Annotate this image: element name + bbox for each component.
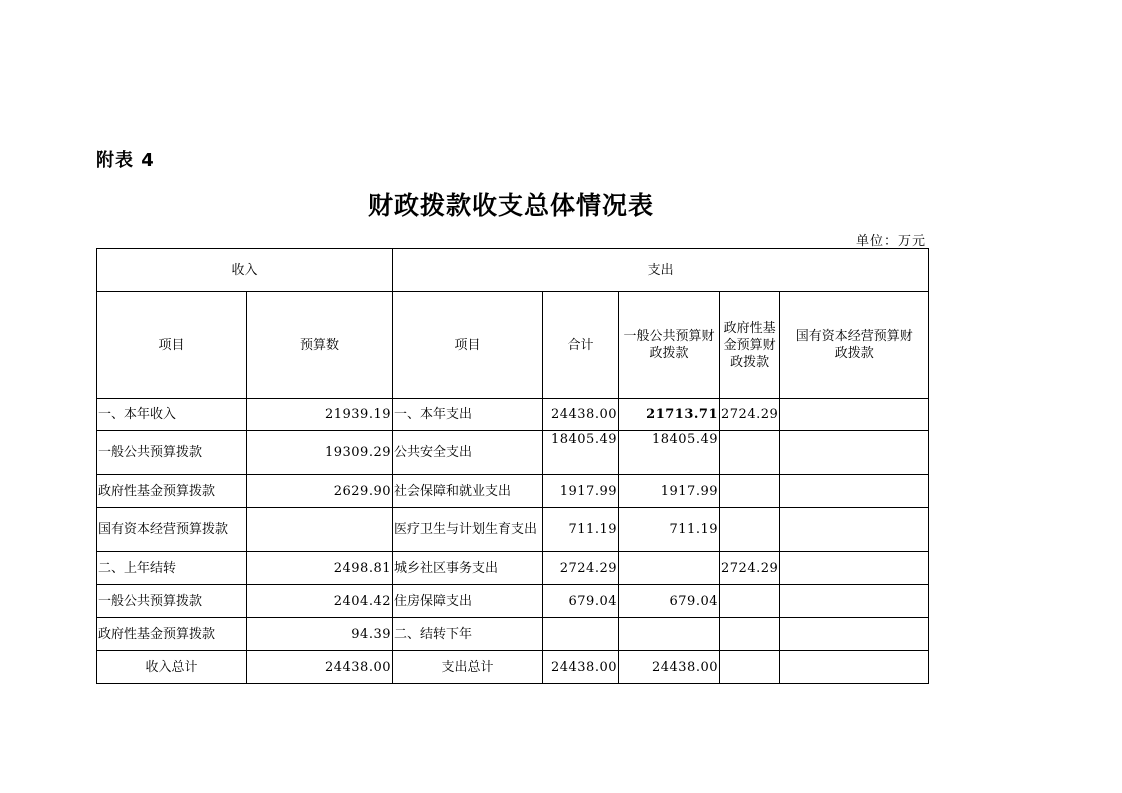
total-cell: 711.19 <box>543 508 619 552</box>
income-item-cell: 二、上年结转 <box>97 552 247 585</box>
general-public-cell: 1917.99 <box>619 475 720 508</box>
gov-fund-cell <box>720 585 780 618</box>
gov-fund-cell <box>720 508 780 552</box>
income-budget-cell: 2629.90 <box>247 475 393 508</box>
document-title: 财政拨款收支总体情况表 <box>367 191 654 220</box>
income-budget-cell: 2498.81 <box>247 552 393 585</box>
table-row <box>97 475 929 508</box>
state-capital-cell <box>780 552 929 585</box>
unit-label: 单位：万元 <box>855 234 926 249</box>
income-total-value: 24438.00 <box>247 651 393 684</box>
total-cell: 18405.49 <box>543 431 619 475</box>
total-header: 合计 <box>543 292 619 399</box>
general-public-header: 一般公共预算财政拨款 <box>619 292 720 399</box>
income-item-cell: 一般公共预算拨款 <box>97 431 247 475</box>
table-row <box>97 431 929 475</box>
income-total-label: 收入总计 <box>97 651 247 684</box>
state-capital-cell <box>780 585 929 618</box>
general-public-cell <box>619 552 720 585</box>
gov-fund-total <box>720 651 780 684</box>
income-budget-cell: 2404.42 <box>247 585 393 618</box>
table-row <box>97 585 929 618</box>
income-budget-cell <box>247 508 393 552</box>
total-cell: 1917.99 <box>543 475 619 508</box>
income-budget-header: 预算数 <box>247 292 393 399</box>
state-capital-cell <box>780 431 929 475</box>
gov-fund-cell <box>720 618 780 651</box>
income-item-cell: 国有资本经营预算拨款 <box>97 508 247 552</box>
totals-row <box>97 651 929 684</box>
state-capital-cell <box>780 508 929 552</box>
gov-fund-cell: 2724.29 <box>720 399 780 431</box>
income-item-header: 项目 <box>97 292 247 399</box>
table-row <box>97 399 929 431</box>
exp-item-cell: 医疗卫生与计划生育支出 <box>393 508 543 552</box>
exp-total-value: 24438.00 <box>543 651 619 684</box>
table-row <box>97 508 929 552</box>
state-capital-cell <box>780 399 929 431</box>
income-item-cell: 一、本年收入 <box>97 399 247 431</box>
income-budget-cell: 19309.29 <box>247 431 393 475</box>
general-public-cell: 679.04 <box>619 585 720 618</box>
exp-item-cell: 城乡社区事务支出 <box>393 552 543 585</box>
expenditure-group-header: 支出 <box>393 249 929 292</box>
exp-total-label: 支出总计 <box>393 651 543 684</box>
total-cell: 24438.00 <box>543 399 619 431</box>
general-public-cell <box>619 618 720 651</box>
general-public-cell: 21713.71 <box>619 399 720 431</box>
income-budget-cell: 21939.19 <box>247 399 393 431</box>
gov-fund-header: 政府性基金预算财政拨款 <box>720 292 780 399</box>
income-item-cell: 一般公共预算拨款 <box>97 585 247 618</box>
general-public-cell: 711.19 <box>619 508 720 552</box>
gov-fund-cell <box>720 431 780 475</box>
exp-item-cell: 一、本年支出 <box>393 399 543 431</box>
exp-item-header: 项目 <box>393 292 543 399</box>
state-capital-cell <box>780 475 929 508</box>
income-item-cell: 政府性基金预算拨款 <box>97 475 247 508</box>
gov-fund-cell: 2724.29 <box>720 552 780 585</box>
total-cell: 2724.29 <box>543 552 619 585</box>
group-header-row <box>97 249 929 292</box>
state-capital-cell <box>780 618 929 651</box>
income-item-cell: 政府性基金预算拨款 <box>97 618 247 651</box>
total-cell <box>543 618 619 651</box>
budget-table <box>96 248 929 684</box>
income-group-header: 收入 <box>97 249 393 292</box>
table-row <box>97 618 929 651</box>
exp-item-cell: 二、结转下年 <box>393 618 543 651</box>
general-public-total: 24438.00 <box>619 651 720 684</box>
table-row <box>97 552 929 585</box>
total-cell: 679.04 <box>543 585 619 618</box>
exp-item-cell: 社会保障和就业支出 <box>393 475 543 508</box>
exp-item-cell: 住房保障支出 <box>393 585 543 618</box>
general-public-cell: 18405.49 <box>619 431 720 475</box>
state-capital-total <box>780 651 929 684</box>
column-header-row <box>97 292 929 399</box>
attachment-label: 附表 4 <box>96 150 155 171</box>
state-capital-header: 国有资本经营预算财政拨款 <box>780 292 929 399</box>
income-budget-cell: 94.39 <box>247 618 393 651</box>
exp-item-cell: 公共安全支出 <box>393 431 543 475</box>
gov-fund-cell <box>720 475 780 508</box>
